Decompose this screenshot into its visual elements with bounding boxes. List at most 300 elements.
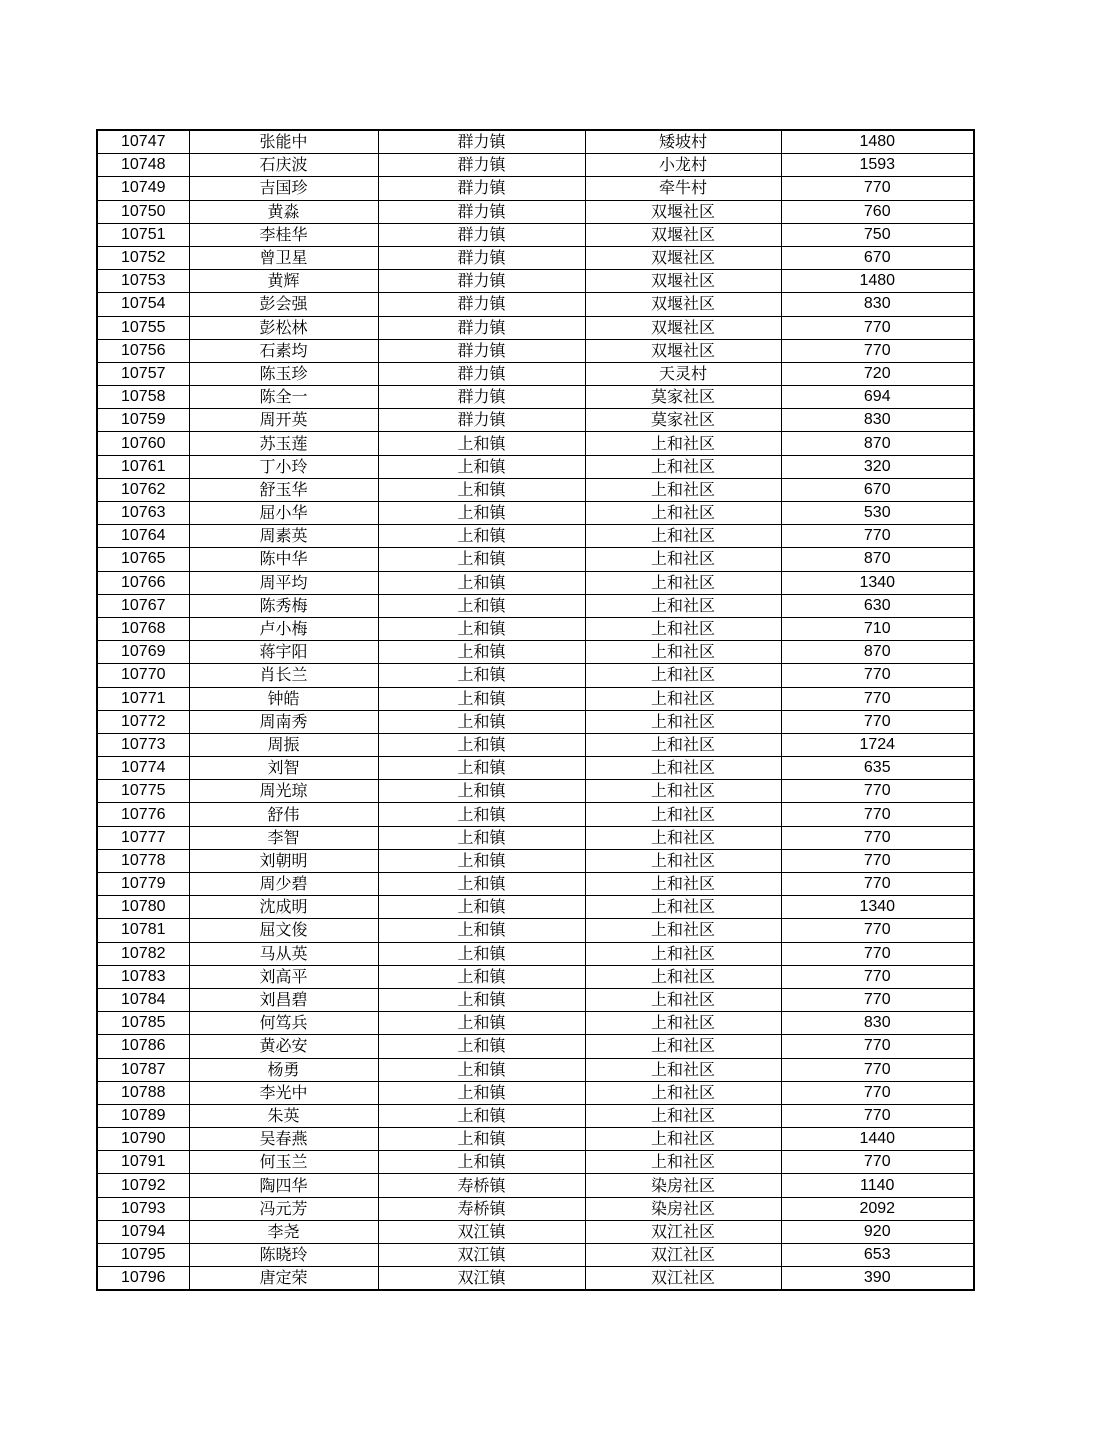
amount-cell: 770 (781, 965, 974, 988)
amount-cell: 770 (781, 339, 974, 362)
person-name-cell: 周南秀 (189, 710, 378, 733)
table-row (97, 386, 974, 409)
person-name-cell: 刘朝明 (189, 849, 378, 872)
village-cell: 上和社区 (585, 826, 781, 849)
village-cell: 双江社区 (585, 1267, 781, 1291)
record-id-cell: 10754 (97, 293, 189, 316)
record-id-cell: 10752 (97, 246, 189, 269)
town-cell: 上和镇 (378, 710, 585, 733)
amount-cell: 530 (781, 502, 974, 525)
roster-table (96, 129, 975, 1291)
table-row (97, 687, 974, 710)
person-name-cell: 曾卫星 (189, 246, 378, 269)
village-cell: 双堰社区 (585, 270, 781, 293)
village-cell: 双堰社区 (585, 223, 781, 246)
amount-cell: 770 (781, 873, 974, 896)
table-row (97, 664, 974, 687)
amount-cell: 1140 (781, 1174, 974, 1197)
record-id-cell: 10792 (97, 1174, 189, 1197)
person-name-cell: 周平均 (189, 571, 378, 594)
table-row (97, 177, 974, 200)
record-id-cell: 10748 (97, 154, 189, 177)
amount-cell: 670 (781, 246, 974, 269)
town-cell: 上和镇 (378, 478, 585, 501)
town-cell: 上和镇 (378, 896, 585, 919)
table-row (97, 223, 974, 246)
table-row (97, 432, 974, 455)
town-cell: 上和镇 (378, 849, 585, 872)
record-id-cell: 10758 (97, 386, 189, 409)
table-row (97, 1267, 974, 1291)
table-row (97, 362, 974, 385)
village-cell: 上和社区 (585, 525, 781, 548)
person-name-cell: 彭松林 (189, 316, 378, 339)
village-cell: 上和社区 (585, 1151, 781, 1174)
table-row (97, 803, 974, 826)
village-cell: 上和社区 (585, 896, 781, 919)
record-id-cell: 10760 (97, 432, 189, 455)
amount-cell: 770 (781, 1081, 974, 1104)
table-row (97, 1012, 974, 1035)
village-cell: 上和社区 (585, 617, 781, 640)
record-id-cell: 10794 (97, 1220, 189, 1243)
village-cell: 染房社区 (585, 1174, 781, 1197)
roster-table-body (97, 130, 974, 1290)
person-name-cell: 刘智 (189, 757, 378, 780)
village-cell: 天灵村 (585, 362, 781, 385)
amount-cell: 1340 (781, 571, 974, 594)
record-id-cell: 10747 (97, 130, 189, 154)
amount-cell: 320 (781, 455, 974, 478)
person-name-cell: 李桂华 (189, 223, 378, 246)
town-cell: 上和镇 (378, 826, 585, 849)
table-row (97, 1035, 974, 1058)
record-id-cell: 10781 (97, 919, 189, 942)
person-name-cell: 陈全一 (189, 386, 378, 409)
person-name-cell: 钟皓 (189, 687, 378, 710)
village-cell: 上和社区 (585, 1058, 781, 1081)
record-id-cell: 10777 (97, 826, 189, 849)
town-cell: 上和镇 (378, 988, 585, 1011)
amount-cell: 770 (781, 780, 974, 803)
town-cell: 上和镇 (378, 1081, 585, 1104)
record-id-cell: 10757 (97, 362, 189, 385)
village-cell: 上和社区 (585, 432, 781, 455)
village-cell: 上和社区 (585, 502, 781, 525)
record-id-cell: 10774 (97, 757, 189, 780)
table-row (97, 757, 974, 780)
table-row (97, 873, 974, 896)
person-name-cell: 周素英 (189, 525, 378, 548)
village-cell: 莫家社区 (585, 409, 781, 432)
town-cell: 上和镇 (378, 432, 585, 455)
table-row (97, 780, 974, 803)
table-row (97, 965, 974, 988)
amount-cell: 635 (781, 757, 974, 780)
amount-cell: 770 (781, 919, 974, 942)
record-id-cell: 10750 (97, 200, 189, 223)
town-cell: 双江镇 (378, 1244, 585, 1267)
record-id-cell: 10756 (97, 339, 189, 362)
amount-cell: 770 (781, 988, 974, 1011)
amount-cell: 770 (781, 803, 974, 826)
village-cell: 上和社区 (585, 664, 781, 687)
amount-cell: 830 (781, 293, 974, 316)
amount-cell: 830 (781, 409, 974, 432)
record-id-cell: 10790 (97, 1128, 189, 1151)
record-id-cell: 10762 (97, 478, 189, 501)
town-cell: 群力镇 (378, 293, 585, 316)
table-row (97, 130, 974, 154)
amount-cell: 770 (781, 525, 974, 548)
village-cell: 上和社区 (585, 1012, 781, 1035)
village-cell: 双堰社区 (585, 293, 781, 316)
record-id-cell: 10766 (97, 571, 189, 594)
amount-cell: 1593 (781, 154, 974, 177)
town-cell: 上和镇 (378, 1012, 585, 1035)
amount-cell: 2092 (781, 1197, 974, 1220)
record-id-cell: 10779 (97, 873, 189, 896)
town-cell: 上和镇 (378, 757, 585, 780)
record-id-cell: 10772 (97, 710, 189, 733)
table-row (97, 478, 974, 501)
town-cell: 群力镇 (378, 246, 585, 269)
village-cell: 上和社区 (585, 1104, 781, 1127)
person-name-cell: 陈中华 (189, 548, 378, 571)
amount-cell: 390 (781, 1267, 974, 1291)
person-name-cell: 肖长兰 (189, 664, 378, 687)
person-name-cell: 彭会强 (189, 293, 378, 316)
village-cell: 上和社区 (585, 803, 781, 826)
amount-cell: 770 (781, 710, 974, 733)
town-cell: 双江镇 (378, 1267, 585, 1291)
village-cell: 上和社区 (585, 873, 781, 896)
village-cell: 小龙村 (585, 154, 781, 177)
town-cell: 上和镇 (378, 641, 585, 664)
amount-cell: 770 (781, 316, 974, 339)
record-id-cell: 10785 (97, 1012, 189, 1035)
town-cell: 群力镇 (378, 223, 585, 246)
record-id-cell: 10782 (97, 942, 189, 965)
record-id-cell: 10763 (97, 502, 189, 525)
table-row (97, 1104, 974, 1127)
person-name-cell: 李智 (189, 826, 378, 849)
amount-cell: 630 (781, 594, 974, 617)
person-name-cell: 李尧 (189, 1220, 378, 1243)
village-cell: 上和社区 (585, 687, 781, 710)
record-id-cell: 10764 (97, 525, 189, 548)
village-cell: 双堰社区 (585, 316, 781, 339)
town-cell: 上和镇 (378, 1058, 585, 1081)
town-cell: 上和镇 (378, 733, 585, 756)
record-id-cell: 10768 (97, 617, 189, 640)
town-cell: 群力镇 (378, 177, 585, 200)
village-cell: 上和社区 (585, 710, 781, 733)
person-name-cell: 石素均 (189, 339, 378, 362)
table-row (97, 1244, 974, 1267)
town-cell: 上和镇 (378, 1151, 585, 1174)
record-id-cell: 10787 (97, 1058, 189, 1081)
town-cell: 上和镇 (378, 780, 585, 803)
record-id-cell: 10793 (97, 1197, 189, 1220)
village-cell: 上和社区 (585, 1035, 781, 1058)
amount-cell: 770 (781, 1104, 974, 1127)
person-name-cell: 冯元芳 (189, 1197, 378, 1220)
town-cell: 上和镇 (378, 502, 585, 525)
record-id-cell: 10753 (97, 270, 189, 293)
person-name-cell: 李光中 (189, 1081, 378, 1104)
amount-cell: 670 (781, 478, 974, 501)
amount-cell: 1480 (781, 130, 974, 154)
village-cell: 上和社区 (585, 594, 781, 617)
person-name-cell: 屈文俊 (189, 919, 378, 942)
record-id-cell: 10776 (97, 803, 189, 826)
table-row (97, 548, 974, 571)
person-name-cell: 屈小华 (189, 502, 378, 525)
table-row (97, 246, 974, 269)
town-cell: 寿桥镇 (378, 1174, 585, 1197)
record-id-cell: 10775 (97, 780, 189, 803)
town-cell: 上和镇 (378, 525, 585, 548)
amount-cell: 770 (781, 826, 974, 849)
record-id-cell: 10759 (97, 409, 189, 432)
town-cell: 群力镇 (378, 339, 585, 362)
amount-cell: 770 (781, 1058, 974, 1081)
person-name-cell: 何笃兵 (189, 1012, 378, 1035)
town-cell: 上和镇 (378, 803, 585, 826)
person-name-cell: 苏玉莲 (189, 432, 378, 455)
amount-cell: 653 (781, 1244, 974, 1267)
village-cell: 上和社区 (585, 942, 781, 965)
person-name-cell: 陈玉珍 (189, 362, 378, 385)
town-cell: 群力镇 (378, 362, 585, 385)
town-cell: 群力镇 (378, 270, 585, 293)
record-id-cell: 10795 (97, 1244, 189, 1267)
amount-cell: 760 (781, 200, 974, 223)
village-cell: 染房社区 (585, 1197, 781, 1220)
village-cell: 牵牛村 (585, 177, 781, 200)
person-name-cell: 舒伟 (189, 803, 378, 826)
person-name-cell: 蒋宇阳 (189, 641, 378, 664)
town-cell: 群力镇 (378, 386, 585, 409)
amount-cell: 770 (781, 1035, 974, 1058)
record-id-cell: 10791 (97, 1151, 189, 1174)
town-cell: 上和镇 (378, 1128, 585, 1151)
village-cell: 上和社区 (585, 733, 781, 756)
town-cell: 上和镇 (378, 873, 585, 896)
amount-cell: 720 (781, 362, 974, 385)
person-name-cell: 沈成明 (189, 896, 378, 919)
village-cell: 上和社区 (585, 1128, 781, 1151)
amount-cell: 694 (781, 386, 974, 409)
record-id-cell: 10773 (97, 733, 189, 756)
record-id-cell: 10789 (97, 1104, 189, 1127)
record-id-cell: 10780 (97, 896, 189, 919)
person-name-cell: 周振 (189, 733, 378, 756)
amount-cell: 770 (781, 849, 974, 872)
person-name-cell: 卢小梅 (189, 617, 378, 640)
village-cell: 上和社区 (585, 1081, 781, 1104)
amount-cell: 870 (781, 548, 974, 571)
record-id-cell: 10767 (97, 594, 189, 617)
town-cell: 上和镇 (378, 942, 585, 965)
table-row (97, 826, 974, 849)
person-name-cell: 周少碧 (189, 873, 378, 896)
table-row (97, 896, 974, 919)
table-row (97, 200, 974, 223)
table-row (97, 1081, 974, 1104)
town-cell: 上和镇 (378, 1035, 585, 1058)
table-row (97, 571, 974, 594)
amount-cell: 1480 (781, 270, 974, 293)
record-id-cell: 10788 (97, 1081, 189, 1104)
table-row (97, 1151, 974, 1174)
table-row (97, 293, 974, 316)
amount-cell: 1340 (781, 896, 974, 919)
town-cell: 上和镇 (378, 571, 585, 594)
person-name-cell: 黄淼 (189, 200, 378, 223)
record-id-cell: 10769 (97, 641, 189, 664)
record-id-cell: 10783 (97, 965, 189, 988)
person-name-cell: 杨勇 (189, 1058, 378, 1081)
person-name-cell: 丁小玲 (189, 455, 378, 478)
town-cell: 上和镇 (378, 687, 585, 710)
person-name-cell: 舒玉华 (189, 478, 378, 501)
village-cell: 上和社区 (585, 965, 781, 988)
amount-cell: 870 (781, 641, 974, 664)
person-name-cell: 石庆波 (189, 154, 378, 177)
village-cell: 双江社区 (585, 1244, 781, 1267)
table-row (97, 525, 974, 548)
town-cell: 群力镇 (378, 130, 585, 154)
village-cell: 双堰社区 (585, 339, 781, 362)
table-row (97, 1220, 974, 1243)
record-id-cell: 10771 (97, 687, 189, 710)
table-row (97, 733, 974, 756)
amount-cell: 1440 (781, 1128, 974, 1151)
amount-cell: 770 (781, 177, 974, 200)
village-cell: 上和社区 (585, 919, 781, 942)
town-cell: 群力镇 (378, 154, 585, 177)
person-name-cell: 陶四华 (189, 1174, 378, 1197)
town-cell: 上和镇 (378, 965, 585, 988)
table-row (97, 502, 974, 525)
village-cell: 双堰社区 (585, 246, 781, 269)
town-cell: 上和镇 (378, 664, 585, 687)
record-id-cell: 10755 (97, 316, 189, 339)
town-cell: 上和镇 (378, 919, 585, 942)
table-row (97, 339, 974, 362)
amount-cell: 750 (781, 223, 974, 246)
person-name-cell: 唐定荣 (189, 1267, 378, 1291)
person-name-cell: 陈晓玲 (189, 1244, 378, 1267)
town-cell: 双江镇 (378, 1220, 585, 1243)
record-id-cell: 10765 (97, 548, 189, 571)
record-id-cell: 10749 (97, 177, 189, 200)
town-cell: 上和镇 (378, 594, 585, 617)
table-row (97, 409, 974, 432)
record-id-cell: 10784 (97, 988, 189, 1011)
town-cell: 上和镇 (378, 617, 585, 640)
amount-cell: 770 (781, 687, 974, 710)
person-name-cell: 刘高平 (189, 965, 378, 988)
village-cell: 上和社区 (585, 780, 781, 803)
table-row (97, 1128, 974, 1151)
person-name-cell: 黄必安 (189, 1035, 378, 1058)
person-name-cell: 马从英 (189, 942, 378, 965)
town-cell: 群力镇 (378, 316, 585, 339)
person-name-cell: 张能中 (189, 130, 378, 154)
village-cell: 上和社区 (585, 641, 781, 664)
table-row (97, 919, 974, 942)
village-cell: 双堰社区 (585, 200, 781, 223)
town-cell: 群力镇 (378, 200, 585, 223)
person-name-cell: 吴春燕 (189, 1128, 378, 1151)
table-row (97, 988, 974, 1011)
amount-cell: 1724 (781, 733, 974, 756)
person-name-cell: 刘昌碧 (189, 988, 378, 1011)
person-name-cell: 周开英 (189, 409, 378, 432)
amount-cell: 920 (781, 1220, 974, 1243)
village-cell: 上和社区 (585, 478, 781, 501)
table-row (97, 1197, 974, 1220)
table-row (97, 1058, 974, 1081)
amount-cell: 770 (781, 942, 974, 965)
amount-cell: 710 (781, 617, 974, 640)
record-id-cell: 10751 (97, 223, 189, 246)
town-cell: 上和镇 (378, 455, 585, 478)
village-cell: 上和社区 (585, 849, 781, 872)
amount-cell: 770 (781, 664, 974, 687)
record-id-cell: 10786 (97, 1035, 189, 1058)
amount-cell: 870 (781, 432, 974, 455)
town-cell: 寿桥镇 (378, 1197, 585, 1220)
record-id-cell: 10778 (97, 849, 189, 872)
person-name-cell: 黄辉 (189, 270, 378, 293)
village-cell: 矮坡村 (585, 130, 781, 154)
record-id-cell: 10796 (97, 1267, 189, 1291)
table-row (97, 1174, 974, 1197)
table-row (97, 270, 974, 293)
person-name-cell: 何玉兰 (189, 1151, 378, 1174)
table-row (97, 154, 974, 177)
table-row (97, 849, 974, 872)
table-row (97, 455, 974, 478)
table-row (97, 594, 974, 617)
person-name-cell: 陈秀梅 (189, 594, 378, 617)
table-row (97, 316, 974, 339)
person-name-cell: 朱英 (189, 1104, 378, 1127)
record-id-cell: 10770 (97, 664, 189, 687)
village-cell: 莫家社区 (585, 386, 781, 409)
person-name-cell: 吉国珍 (189, 177, 378, 200)
table-row (97, 641, 974, 664)
town-cell: 上和镇 (378, 548, 585, 571)
village-cell: 上和社区 (585, 455, 781, 478)
village-cell: 上和社区 (585, 571, 781, 594)
record-id-cell: 10761 (97, 455, 189, 478)
village-cell: 上和社区 (585, 548, 781, 571)
amount-cell: 830 (781, 1012, 974, 1035)
village-cell: 上和社区 (585, 988, 781, 1011)
table-row (97, 942, 974, 965)
town-cell: 上和镇 (378, 1104, 585, 1127)
amount-cell: 770 (781, 1151, 974, 1174)
table-row (97, 710, 974, 733)
person-name-cell: 周光琼 (189, 780, 378, 803)
village-cell: 双江社区 (585, 1220, 781, 1243)
town-cell: 群力镇 (378, 409, 585, 432)
